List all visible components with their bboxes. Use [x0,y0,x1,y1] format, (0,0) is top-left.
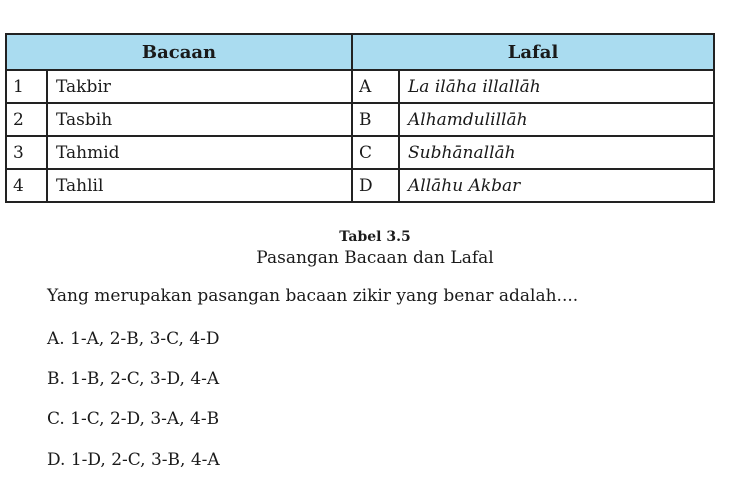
option-c[interactable]: C. 1-C, 2-D, 3-A, 4-B [47,409,220,429]
row-number: 3 [6,136,47,169]
lafal-cell: Alhamdulillāh [399,103,714,136]
option-b[interactable]: B. 1-B, 2-C, 3-D, 4-A [47,369,220,389]
row-number: 4 [6,169,47,202]
lafal-letter: C [352,136,399,169]
bacaan-cell: Tasbih [47,103,352,136]
table-row [6,70,714,103]
lafal-cell: La ilāha illallāh [399,70,714,103]
header-lafal: Lafal [352,34,714,70]
lafal-cell: Subhānallāh [399,136,714,169]
option-d[interactable]: D. 1-D, 2-C, 3-B, 4-A [47,450,220,470]
table-row [6,103,714,136]
row-number: 2 [6,103,47,136]
table-header-row [6,34,714,70]
lafal-letter: D [352,169,399,202]
bacaan-cell: Takbir [47,70,352,103]
header-bacaan: Bacaan [6,34,352,70]
question-text: Yang merupakan pasangan bacaan zikir yang benar adalah.... [47,286,579,306]
table-caption-title: Tabel 3.5 [339,229,411,245]
table-caption-subtitle: Pasangan Bacaan dan Lafal [256,248,494,268]
table-row [6,136,714,169]
lafal-letter: A [352,70,399,103]
table-row [6,169,714,202]
pairing-table [5,33,715,203]
lafal-cell: Allāhu Akbar [399,169,714,202]
bacaan-cell: Tahmid [47,136,352,169]
bacaan-cell: Tahlil [47,169,352,202]
lafal-letter: B [352,103,399,136]
row-number: 1 [6,70,47,103]
option-a[interactable]: A. 1-A, 2-B, 3-C, 4-D [47,329,220,349]
